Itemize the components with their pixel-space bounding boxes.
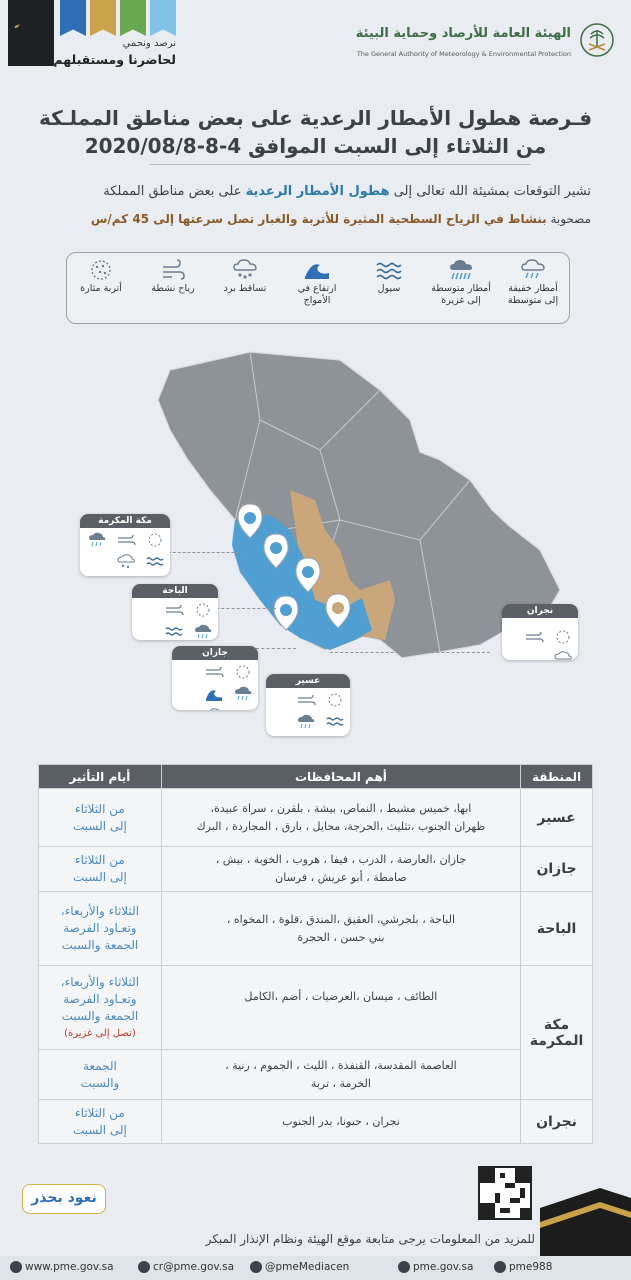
dust-icon [325, 692, 345, 708]
flood-icon [325, 714, 345, 730]
website-link[interactable]: www.pme.gov.sa [10, 1261, 114, 1273]
days-cell: من الثلاثاء إلى السبت [39, 1100, 162, 1144]
org-name-en: The General Authority of Meteorology & Environmental Protection [356, 50, 571, 58]
description-line1: تشير التوقعات بمشيئة الله تعالى إلى هطول الأمطار الرعدية على بعض مناطق المملكة [103, 184, 591, 199]
region-cell: جازان [521, 847, 593, 892]
light-rain-icon [553, 651, 573, 660]
table-header-row [39, 765, 593, 789]
active-wind-icon [158, 257, 188, 283]
days-cell: الثلاثاء والأربعاء، وتعـاود الفرصة الجمعة والسبت [39, 892, 162, 966]
more-info-text: للمزيد من المعلومات يرجى متابعة موقع الهيئة ونظام الإنذار المبكر [205, 1232, 535, 1246]
slogan-line1: نرصد ونحمي [122, 38, 176, 49]
ministry-tag [8, 0, 54, 66]
campaign-badge [22, 1184, 106, 1214]
social-link[interactable]: @pmeMediacen [250, 1261, 349, 1273]
table-row [39, 1050, 593, 1100]
forecast-table [38, 764, 593, 1144]
governorates-cell: ابها، خميس مشيط ، النماص، بيشة ، بلقرن ، سراة عبيدة، ظهران الجنوب ،تثليث ،الحرجة، محايل ، بارق ، المجاردة ، البرك [161, 789, 520, 847]
legend-label: تساقط برد [223, 283, 267, 294]
legend-item [71, 257, 131, 295]
hail-icon [116, 554, 136, 570]
region-cell: عسير [521, 789, 593, 847]
legend-item [215, 257, 275, 295]
heavy-rain-icon [296, 714, 316, 730]
description-line2: مصحوبة بنشاط في الرياح السطحية المثيرة للأتربة والغبار تصل سرعتها إلى 45 كم/س [90, 212, 591, 226]
callout-title: جازان [172, 646, 258, 660]
leader-line-najran [330, 652, 490, 653]
flood-icon [233, 708, 253, 710]
facebook-link[interactable]: pme.gov.sa [398, 1261, 473, 1273]
governorates-cell: العاصمة المقدسة، القنفذة ، الليث ، الجموم ، رنية ، الخرمة ، تربة [161, 1050, 520, 1100]
dust-icon [193, 602, 213, 618]
contact-bar [0, 1256, 631, 1280]
hail-icon [230, 257, 260, 283]
legend-item [143, 257, 203, 295]
table-row [39, 847, 593, 892]
dust-icon [145, 532, 165, 548]
high-waves-icon [302, 257, 332, 283]
days-cell: الثلاثاء والأربعاء، وتعـاود الفرصة الجمعة والسبت (تصل إلى غزيرة) [39, 966, 162, 1050]
kaaba-icon [540, 1188, 631, 1258]
table-row [39, 892, 593, 966]
water-flag-icon [60, 0, 86, 36]
legend-item [431, 257, 491, 307]
vision-banner [8, 0, 178, 80]
legend-label: أمطار متوسطة إلى غزيرة [431, 283, 491, 306]
legend-label: أمطار خفيفة إلى متوسطة [507, 283, 559, 306]
active-wind-icon [116, 532, 136, 548]
active-wind-icon [296, 692, 316, 708]
callout-asir [266, 674, 350, 736]
dust-icon [553, 629, 573, 645]
callout-baha [132, 584, 218, 640]
plant-flag-icon [120, 0, 146, 36]
callout-najran [502, 604, 578, 660]
high-waves-icon [204, 686, 224, 702]
email-link[interactable]: cr@pme.gov.sa [138, 1261, 234, 1273]
callout-title: نجران [502, 604, 578, 618]
legend-item [359, 257, 419, 295]
legend-label: سيول [377, 283, 401, 294]
legend-label: أتربة مثارة [80, 283, 122, 294]
leader-line-baha [216, 608, 276, 609]
hail-icon [204, 708, 224, 710]
page-title-line1: فـرصة هطول الأمطار الرعدية على بعض مناطق المملـكة [38, 106, 593, 130]
col-header-governorates: أهم المحافظات [161, 765, 520, 789]
qr-code-icon [480, 1168, 530, 1218]
phone-link[interactable]: pme988 [494, 1261, 552, 1273]
globe-icon [10, 1261, 22, 1273]
mail-icon [138, 1261, 150, 1273]
social-icons [250, 1261, 262, 1273]
callout-title: مكة المكرمة [80, 514, 170, 528]
legend-label: رياح نشطة [151, 283, 195, 294]
active-wind-icon [204, 664, 224, 680]
governorates-cell: جازان ،العارضة ، الدرب ، فيفا ، هروب ، الخوبة ، بيش ، صامطة ، أبو عريش ، فرسان [161, 847, 520, 892]
authority-logo [355, 14, 615, 58]
leader-line-makkah [168, 552, 244, 553]
legend-item [287, 257, 347, 307]
days-cell: من الثلاثاء إلى السبت [39, 847, 162, 892]
region-cell: الباحة [521, 892, 593, 966]
active-wind-icon [164, 602, 184, 618]
heavy-rain-icon [193, 624, 213, 640]
region-cell: مكة المكرمة [521, 966, 593, 1100]
slogan-line2: لحاضرنا ومستقبلهم [53, 52, 176, 67]
palm-swords-icon [579, 22, 615, 58]
callout-makkah [80, 514, 170, 576]
heavy-rain-icon [446, 257, 476, 283]
weather-legend [66, 252, 570, 324]
table-row [39, 789, 593, 847]
col-header-region: المنطقة [521, 765, 593, 789]
governorates-cell: الباحة ، بلجرشي، العقيق ،المندق ،قلوة ، المخواه ، بني حسن ، الحجرة [161, 892, 520, 966]
leader-line-jazan [256, 648, 296, 649]
flood-icon [374, 257, 404, 283]
days-cell: الجمعة والسبت [39, 1050, 162, 1100]
flood-icon [164, 624, 184, 640]
table-row [39, 966, 593, 1050]
campaign-badge-label: نعود بحذر [31, 1190, 97, 1206]
callout-title: الباحة [132, 584, 218, 598]
active-wind-icon [524, 629, 544, 645]
callout-title: عسير [266, 674, 350, 688]
air-flag-icon [150, 0, 176, 36]
facebook-icon [398, 1261, 410, 1273]
governorates-cell: نجران ، حبونا، بدر الجنوب [161, 1100, 520, 1144]
title-divider [150, 164, 530, 165]
dust-icon [233, 664, 253, 680]
light-rain-icon [518, 257, 548, 283]
org-name-ar: الهيئة العامة للأرصاد وحماية البيئة [355, 26, 571, 41]
legend-item [503, 257, 563, 307]
heavy-rain-icon [87, 532, 107, 548]
col-header-days: أيام التأثير [39, 765, 162, 789]
days-cell: من الثلاثاء إلى السبت [39, 789, 162, 847]
governorates-cell: الطائف ، ميسان ،العرضيات ، أضم ،الكامل [161, 966, 520, 1050]
intensity-note: (تصل إلى غزيرة) [64, 1027, 136, 1039]
page-title-line2: من الثلاثاء إلى السبت الموافق 4-8-2020/08/8 [84, 134, 547, 158]
dust-icon [86, 257, 116, 283]
phone-icon [494, 1261, 506, 1273]
region-cell: نجران [521, 1100, 593, 1144]
flood-icon [145, 554, 165, 570]
sand-flag-icon [90, 0, 116, 36]
heavy-rain-icon [233, 686, 253, 702]
calligraphy-icon: ✒ [12, 20, 23, 33]
table-row [39, 1100, 593, 1144]
legend-label: ارتفاع في الأمواج [297, 283, 337, 306]
qr-code[interactable] [478, 1166, 532, 1220]
callout-jazan [172, 646, 258, 710]
